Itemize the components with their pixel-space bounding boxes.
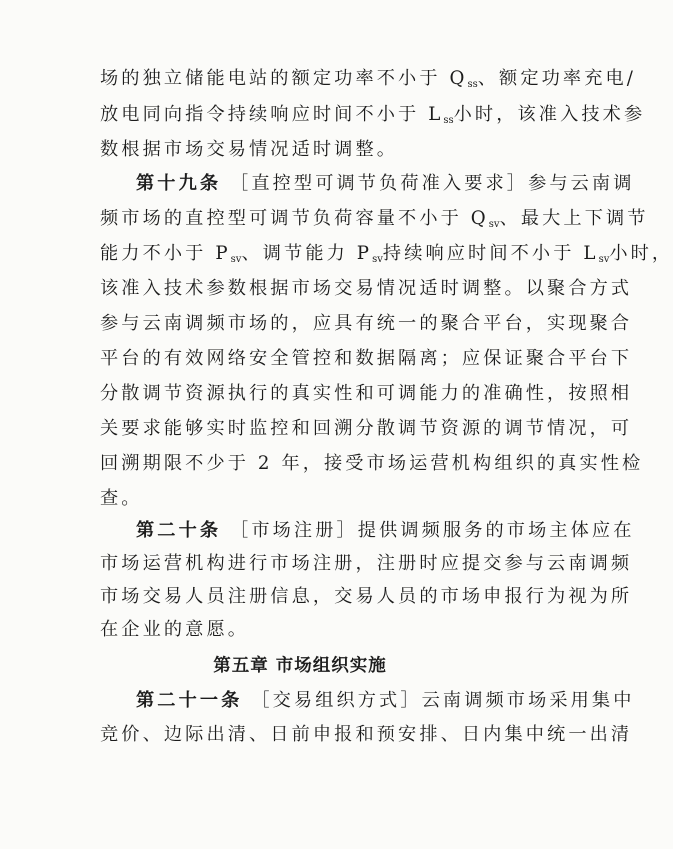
text-line: 场的独立储能电站的额定功率不小于 $Q_{ss}$、额定功率充电/ [100, 68, 637, 90]
article-21-first-line: 第二十一条 ［交易组织方式］云南调频市场采用集中 [136, 690, 635, 711]
text-line: 该准入技术参数根据市场交易情况适时调整。以聚合方式 [100, 278, 633, 299]
text-line: 分散调节资源执行的真实性和可调能力的准确性，按照相 [100, 383, 633, 404]
text-line: 市场运营机构进行市场注册，注册时应提交参与云南调频 [100, 553, 633, 574]
text-line: 在企业的意愿。 [100, 619, 250, 640]
text-line: 平台的有效网络安全管控和数据隔离；应保证聚合平台下 [100, 348, 633, 369]
text-line: 数根据市场交易情况适时调整。 [100, 139, 399, 160]
text-line: 市场交易人员注册信息，交易人员的市场申报行为视为所 [100, 586, 633, 607]
text-line: 竞价、边际出清、日前申报和预安排、日内集中统一出清 [100, 724, 633, 745]
text-line: 查。 [100, 488, 143, 509]
text-line: 能力不小于 $P_{sv}$、调节能力 $P_{sv}$持续响应时间不小于 $L_{sv}$小时， [100, 243, 673, 265]
article-21-title: 第二十一条 [136, 690, 243, 711]
text-line: 参与云南调频市场的，应具有统一的聚合平台，实现聚合 [100, 313, 633, 334]
text-line: 关要求能够实时监控和回溯分散调节资源的调节情况，可 [100, 418, 633, 439]
text-line: 频市场的直控型可调节负荷容量不小于 $Q_{sv}$、最大上下调节 [100, 208, 649, 230]
article-20-title: 第二十条 [136, 520, 222, 541]
chapter-heading: 第五章 市场组织实施 [213, 656, 387, 676]
article-19-first-line: 第十九条 ［直控型可调节负荷准入要求］参与云南调 [136, 173, 635, 194]
article-19-title: 第十九条 [136, 173, 222, 194]
text-line: 回溯期限不少于 2 年，接受市场运营机构组织的真实性检 [100, 453, 644, 474]
article-20-first-line: 第二十条 ［市场注册］提供调频服务的市场主体应在 [136, 520, 635, 541]
text-line: 放电同向指令持续响应时间不小于 $L_{ss}$小时，该准入技术参 [100, 104, 646, 126]
